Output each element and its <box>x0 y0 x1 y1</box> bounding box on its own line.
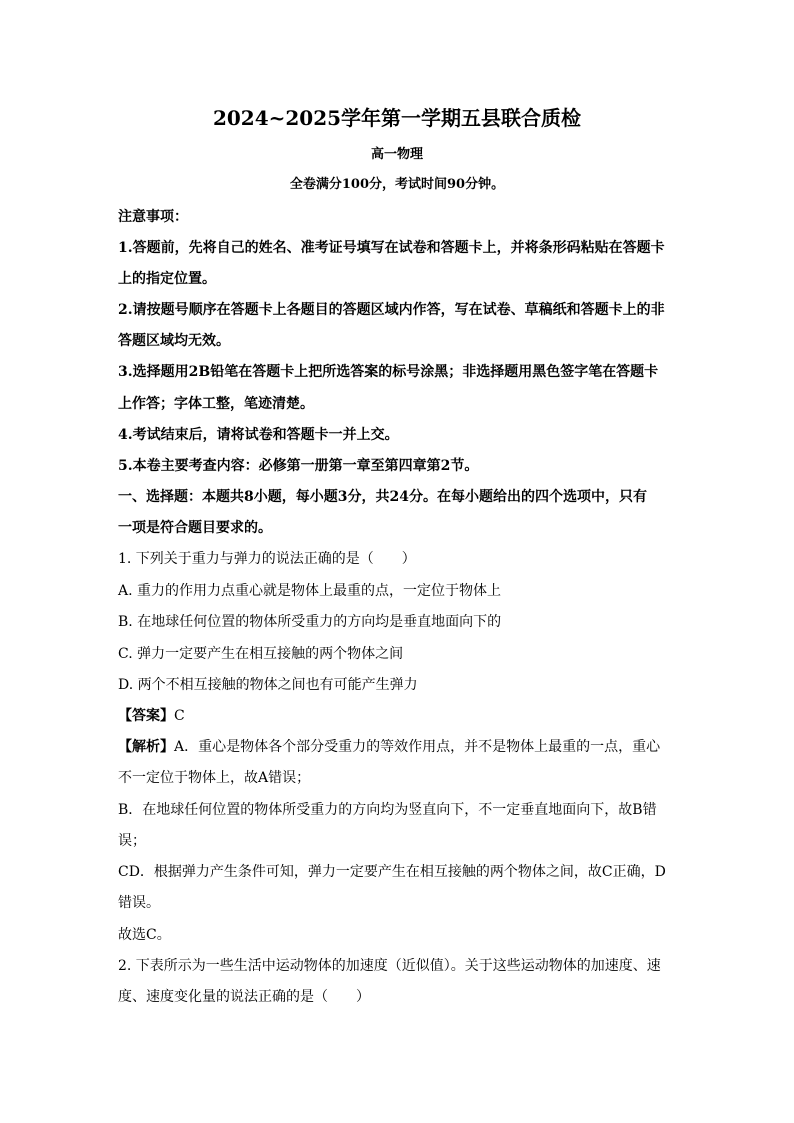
section-heading-line-1: 一、选择题：本题共8小题，每小题3分，共24分。在每小题给出的四个选项中，只有 <box>118 489 647 505</box>
note-1-line-1: 1.答题前，先将自己的姓名、准考证号填写在试卷和答题卡上，并将条形码粘贴在答题卡 <box>118 240 665 256</box>
exam-info: 全卷满分100分，考试时间90分钟。 <box>289 177 505 192</box>
note-3-line-1: 3.选择题用2B铅笔在答题卡上把所选答案的标号涂黑；非选择题用黑色签字笔在答题卡 <box>118 364 659 380</box>
notes-heading: 注意事项： <box>118 209 188 225</box>
q1-option-b: B. 在地球任何位置的物体所受重力的方向均是垂直地面向下的 <box>118 614 502 630</box>
note-5: 5.本卷主要考查内容：必修第一册第一章至第四章第2节。 <box>118 458 479 474</box>
note-2-line-2: 答题区域均无效。 <box>118 333 230 349</box>
q1-analysis-line-3: B．在地球任何位置的物体所受重力的方向均为竖直向下，不一定垂直地面向下，故B错 <box>118 802 657 818</box>
exam-title: 2024~2025学年第一学期五县联合质检 <box>212 106 582 130</box>
q1-analysis-line-5: CD．根据弹力产生条件可知，弹力一定要产生在相互接触的两个物体之间，故C正确，D <box>118 864 666 880</box>
q1-analysis-line-7: 故选C。 <box>118 927 171 943</box>
section-heading-line-2: 一项是符合题目要求的。 <box>118 520 272 536</box>
exam-subject: 高一物理 <box>370 147 423 162</box>
analysis-text: A．重心是物体各个部分受重力的等效作用点，并不是物体上最重的一点，重心 <box>174 739 661 755</box>
q1-answer <box>118 707 678 725</box>
note-3-line-2: 上作答；字体工整，笔迹清楚。 <box>118 396 314 412</box>
q1-analysis-line-2: 不一定位于物体上，故A错误； <box>118 770 311 786</box>
analysis-label: 【解析】 <box>118 739 174 755</box>
note-2-line-1: 2.请按题号顺序在答题卡上各题目的答题区域内作答，写在试卷、草稿纸和答题卡上的非 <box>118 302 665 318</box>
q1-stem: 1. 下列关于重力与弹力的说法正确的是（ ） <box>118 551 416 567</box>
q1-option-a: A. 重力的作用力点重心就是物体上最重的点，一定位于物体上 <box>118 583 502 599</box>
note-4: 4.考试结束后，请将试卷和答题卡一并上交。 <box>118 427 399 443</box>
note-1-line-2: 上的指定位置。 <box>118 271 216 287</box>
q1-analysis-line-6: 错误。 <box>118 895 160 911</box>
q1-analysis-line-1 <box>118 738 678 756</box>
answer-label: 【答案】 <box>118 708 174 724</box>
q1-option-c: C. 弹力一定要产生在相互接触的两个物体之间 <box>118 646 404 662</box>
q1-analysis-line-4: 误； <box>118 833 146 849</box>
q1-option-d: D. 两个不相互接触的物体之间也有可能产生弹力 <box>118 677 418 693</box>
answer-value: C <box>174 708 185 724</box>
q2-stem-line-2: 度、速度变化量的说法正确的是（ ） <box>118 989 370 1005</box>
q2-stem-line-1: 2. 下表所示为一些生活中运动物体的加速度（近似值）。关于这些运动物体的加速度、速 <box>118 958 661 974</box>
